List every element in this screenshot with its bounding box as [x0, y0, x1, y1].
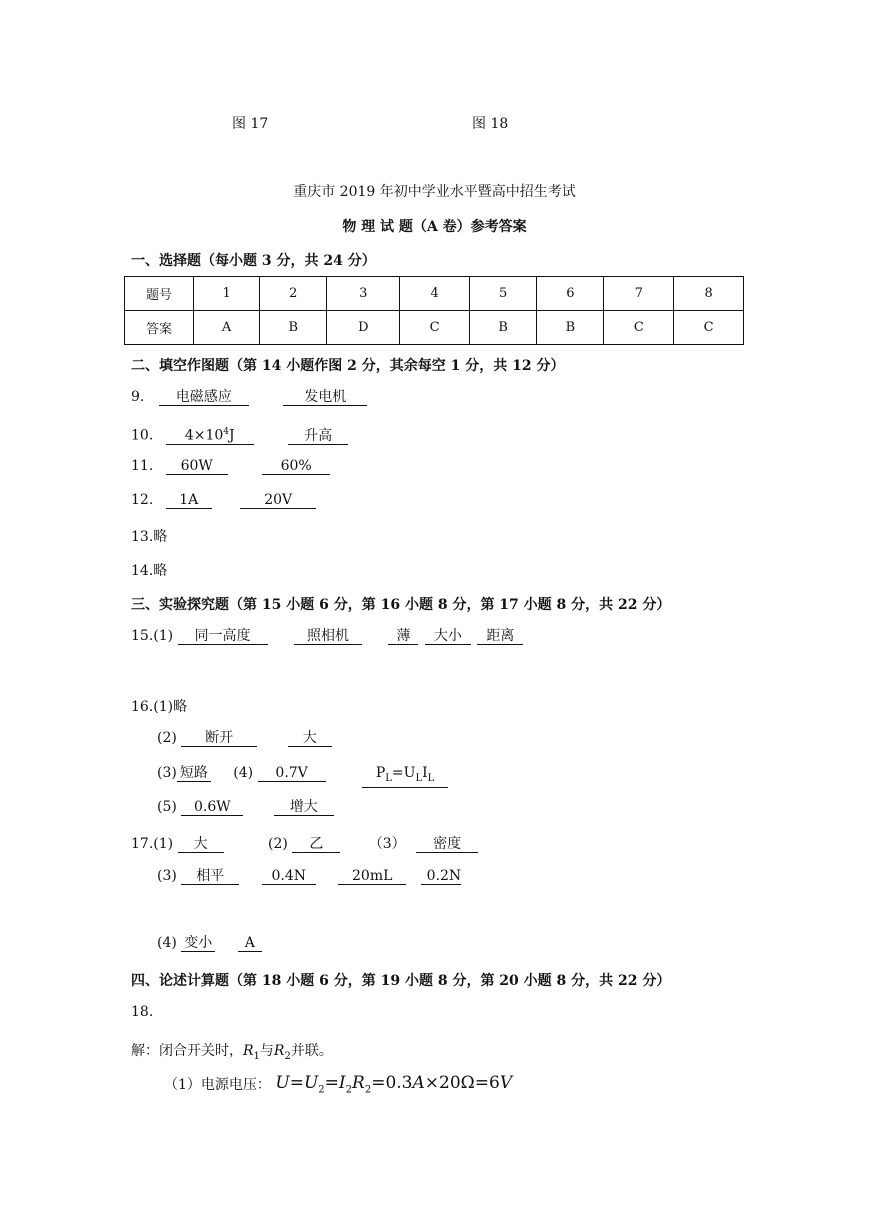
answer-blank: 电磁感应 — [159, 389, 249, 406]
step1-label: （1）电源电压： — [164, 1077, 271, 1094]
answer-key-subtitle: 物 理 试 题（A 卷）参考答案 — [342, 219, 527, 235]
answer-blank: 断开 — [181, 730, 257, 747]
and-text: 与 — [259, 1043, 274, 1059]
q10-line — [131, 424, 348, 445]
answer-blank: 60W — [166, 458, 228, 475]
q16-part5-line — [157, 799, 334, 816]
table-cell: B — [260, 311, 327, 345]
voltage-formula — [275, 1073, 513, 1096]
formula-sub: 2 — [345, 1084, 352, 1096]
answer-blank: 大 — [178, 836, 224, 853]
q14-line: 14.略 — [131, 563, 168, 579]
table-cell: A — [194, 311, 260, 345]
question-number: 11. — [131, 458, 154, 474]
row-header-number: 题号 — [125, 277, 194, 311]
r2-subscript: 2 — [284, 1050, 291, 1062]
question-number: 12. — [131, 492, 154, 508]
q16-part2-line — [157, 730, 332, 747]
table-cell: B — [469, 311, 536, 345]
answer-blank: 同一高度 — [178, 628, 268, 645]
formula-sub: 2 — [318, 1084, 325, 1096]
q16-part3-line — [157, 765, 448, 788]
r1-symbol: R — [243, 1043, 254, 1059]
table-cell: C — [674, 311, 744, 345]
formula-times: × — [424, 1073, 440, 1093]
answer-blank: 0.6W — [181, 799, 243, 816]
answer-blank: 照相机 — [294, 628, 362, 645]
part-number: (2) — [157, 730, 177, 746]
table-cell: 2 — [260, 277, 327, 311]
question-number: 17.(1) — [131, 836, 174, 852]
question-number: 10. — [131, 427, 154, 444]
answer-base: 4×10 — [184, 427, 224, 444]
q18-solution-line — [131, 1040, 333, 1062]
q17-line2 — [157, 868, 461, 885]
table-cell: C — [400, 311, 470, 345]
q16-line1: 16.(1)略 — [131, 699, 188, 715]
answer-blank: 距离 — [477, 628, 523, 645]
q18-number: 18. — [131, 1004, 154, 1020]
formula-eq: = — [289, 1073, 304, 1093]
formula-unit: A — [412, 1073, 425, 1093]
answer-exponent: 4 — [223, 427, 229, 437]
answer-blank: 增大 — [274, 799, 334, 816]
section1-heading: 一、选择题（每小题 3 分，共 24 分） — [131, 253, 376, 269]
q15-line — [131, 628, 523, 645]
formula-sub: L — [415, 772, 423, 784]
q17-line1 — [131, 833, 478, 853]
answer-blank: 20mL — [338, 868, 406, 885]
table-cell: C — [604, 311, 674, 345]
section2-heading: 二、填空作图题（第 14 小题作图 2 分，其余每空 1 分，共 12 分） — [131, 358, 565, 374]
answer-blank: 0.2N — [421, 868, 461, 885]
q18-step1-line — [164, 1073, 512, 1095]
formula-I2: I — [338, 1073, 346, 1093]
formula-unit: V — [499, 1073, 513, 1093]
part-number: （3） — [368, 836, 406, 852]
table-cell: D — [327, 311, 400, 345]
table-row-answers — [125, 311, 744, 345]
solution-prefix: 解：闭合开关时， — [131, 1043, 243, 1059]
answer-blank: 短路 — [177, 765, 211, 782]
table-cell: 4 — [400, 277, 470, 311]
section3-heading: 三、实验探究题（第 15 小题 6 分，第 16 小题 8 分，第 17 小题 8 分，共 22 分） — [131, 597, 671, 613]
answer-blank: 变小 — [181, 935, 215, 952]
formula-value: 20Ω — [439, 1073, 475, 1093]
q9-line — [131, 389, 367, 406]
answer-blank: A — [238, 935, 262, 952]
answer-blank: 大小 — [425, 628, 471, 645]
formula-eq: = — [474, 1073, 489, 1093]
answer-blank: 20V — [240, 492, 316, 509]
answer-blank: 60% — [262, 458, 330, 475]
q12-line — [131, 492, 316, 509]
formula-R2: R — [352, 1073, 365, 1093]
part-number: (5) — [157, 799, 177, 815]
q17-line3 — [157, 935, 262, 952]
q11-line — [131, 458, 330, 475]
formula-value: 6 — [489, 1073, 500, 1093]
formula-U2: U — [303, 1073, 319, 1093]
answer-blank: 1A — [166, 492, 212, 509]
part-number: (3) — [157, 765, 177, 781]
choice-answer-table — [124, 276, 744, 345]
figure-18-label: 图 18 — [472, 116, 509, 132]
formula-sub: 2 — [364, 1084, 372, 1096]
answer-blank: 0.4N — [262, 868, 316, 885]
answer-blank: 升高 — [288, 428, 348, 445]
figure-17-label: 图 17 — [232, 116, 269, 132]
formula-sub: L — [385, 772, 392, 784]
row-header-answer: 答案 — [125, 311, 194, 345]
section4-heading: 四、论述计算题（第 18 小题 6 分，第 19 小题 8 分，第 20 小题 8 分，共 22 分） — [131, 973, 671, 989]
formula-blank — [362, 765, 448, 788]
formula-eq: = — [324, 1073, 339, 1093]
answer-blank: 密度 — [416, 836, 478, 853]
answer-blank — [166, 424, 254, 445]
part-number: (4) — [157, 935, 177, 951]
answer-blank: 0.7V — [258, 765, 326, 782]
formula-P: P — [375, 765, 386, 781]
answer-blank: 薄 — [388, 628, 418, 645]
table-cell: B — [537, 311, 604, 345]
question-number: 15.(1) — [131, 628, 174, 644]
answer-unit: J — [229, 427, 235, 444]
parallel-text: 并联。 — [290, 1043, 333, 1059]
formula-sub: L — [427, 772, 435, 784]
q13-line: 13.略 — [131, 529, 168, 545]
part-number: (3) — [157, 868, 177, 884]
answer-blank: 相平 — [181, 868, 239, 885]
formula-eq: =U — [391, 765, 416, 781]
table-cell: 7 — [604, 277, 674, 311]
formula-eq: = — [371, 1073, 386, 1093]
table-row-numbers — [125, 277, 744, 311]
r2-symbol: R — [273, 1043, 285, 1059]
formula-value: 0.3 — [385, 1073, 413, 1093]
formula-I: I — [422, 765, 428, 781]
part-number: (2) — [268, 836, 288, 852]
r1-subscript: 1 — [253, 1050, 260, 1062]
table-cell: 5 — [469, 277, 536, 311]
table-cell: 6 — [537, 277, 604, 311]
answer-blank: 发电机 — [283, 389, 367, 406]
answer-blank: 大 — [288, 730, 332, 747]
table-cell: 8 — [674, 277, 744, 311]
formula-U: U — [275, 1073, 290, 1093]
table-cell: 3 — [327, 277, 400, 311]
question-number: 9. — [131, 389, 145, 405]
exam-title: 重庆市 2019 年初中学业水平暨高中招生考试 — [293, 184, 576, 200]
part-number: (4) — [233, 765, 254, 781]
answer-blank: 乙 — [292, 836, 340, 853]
table-cell: 1 — [194, 277, 260, 311]
